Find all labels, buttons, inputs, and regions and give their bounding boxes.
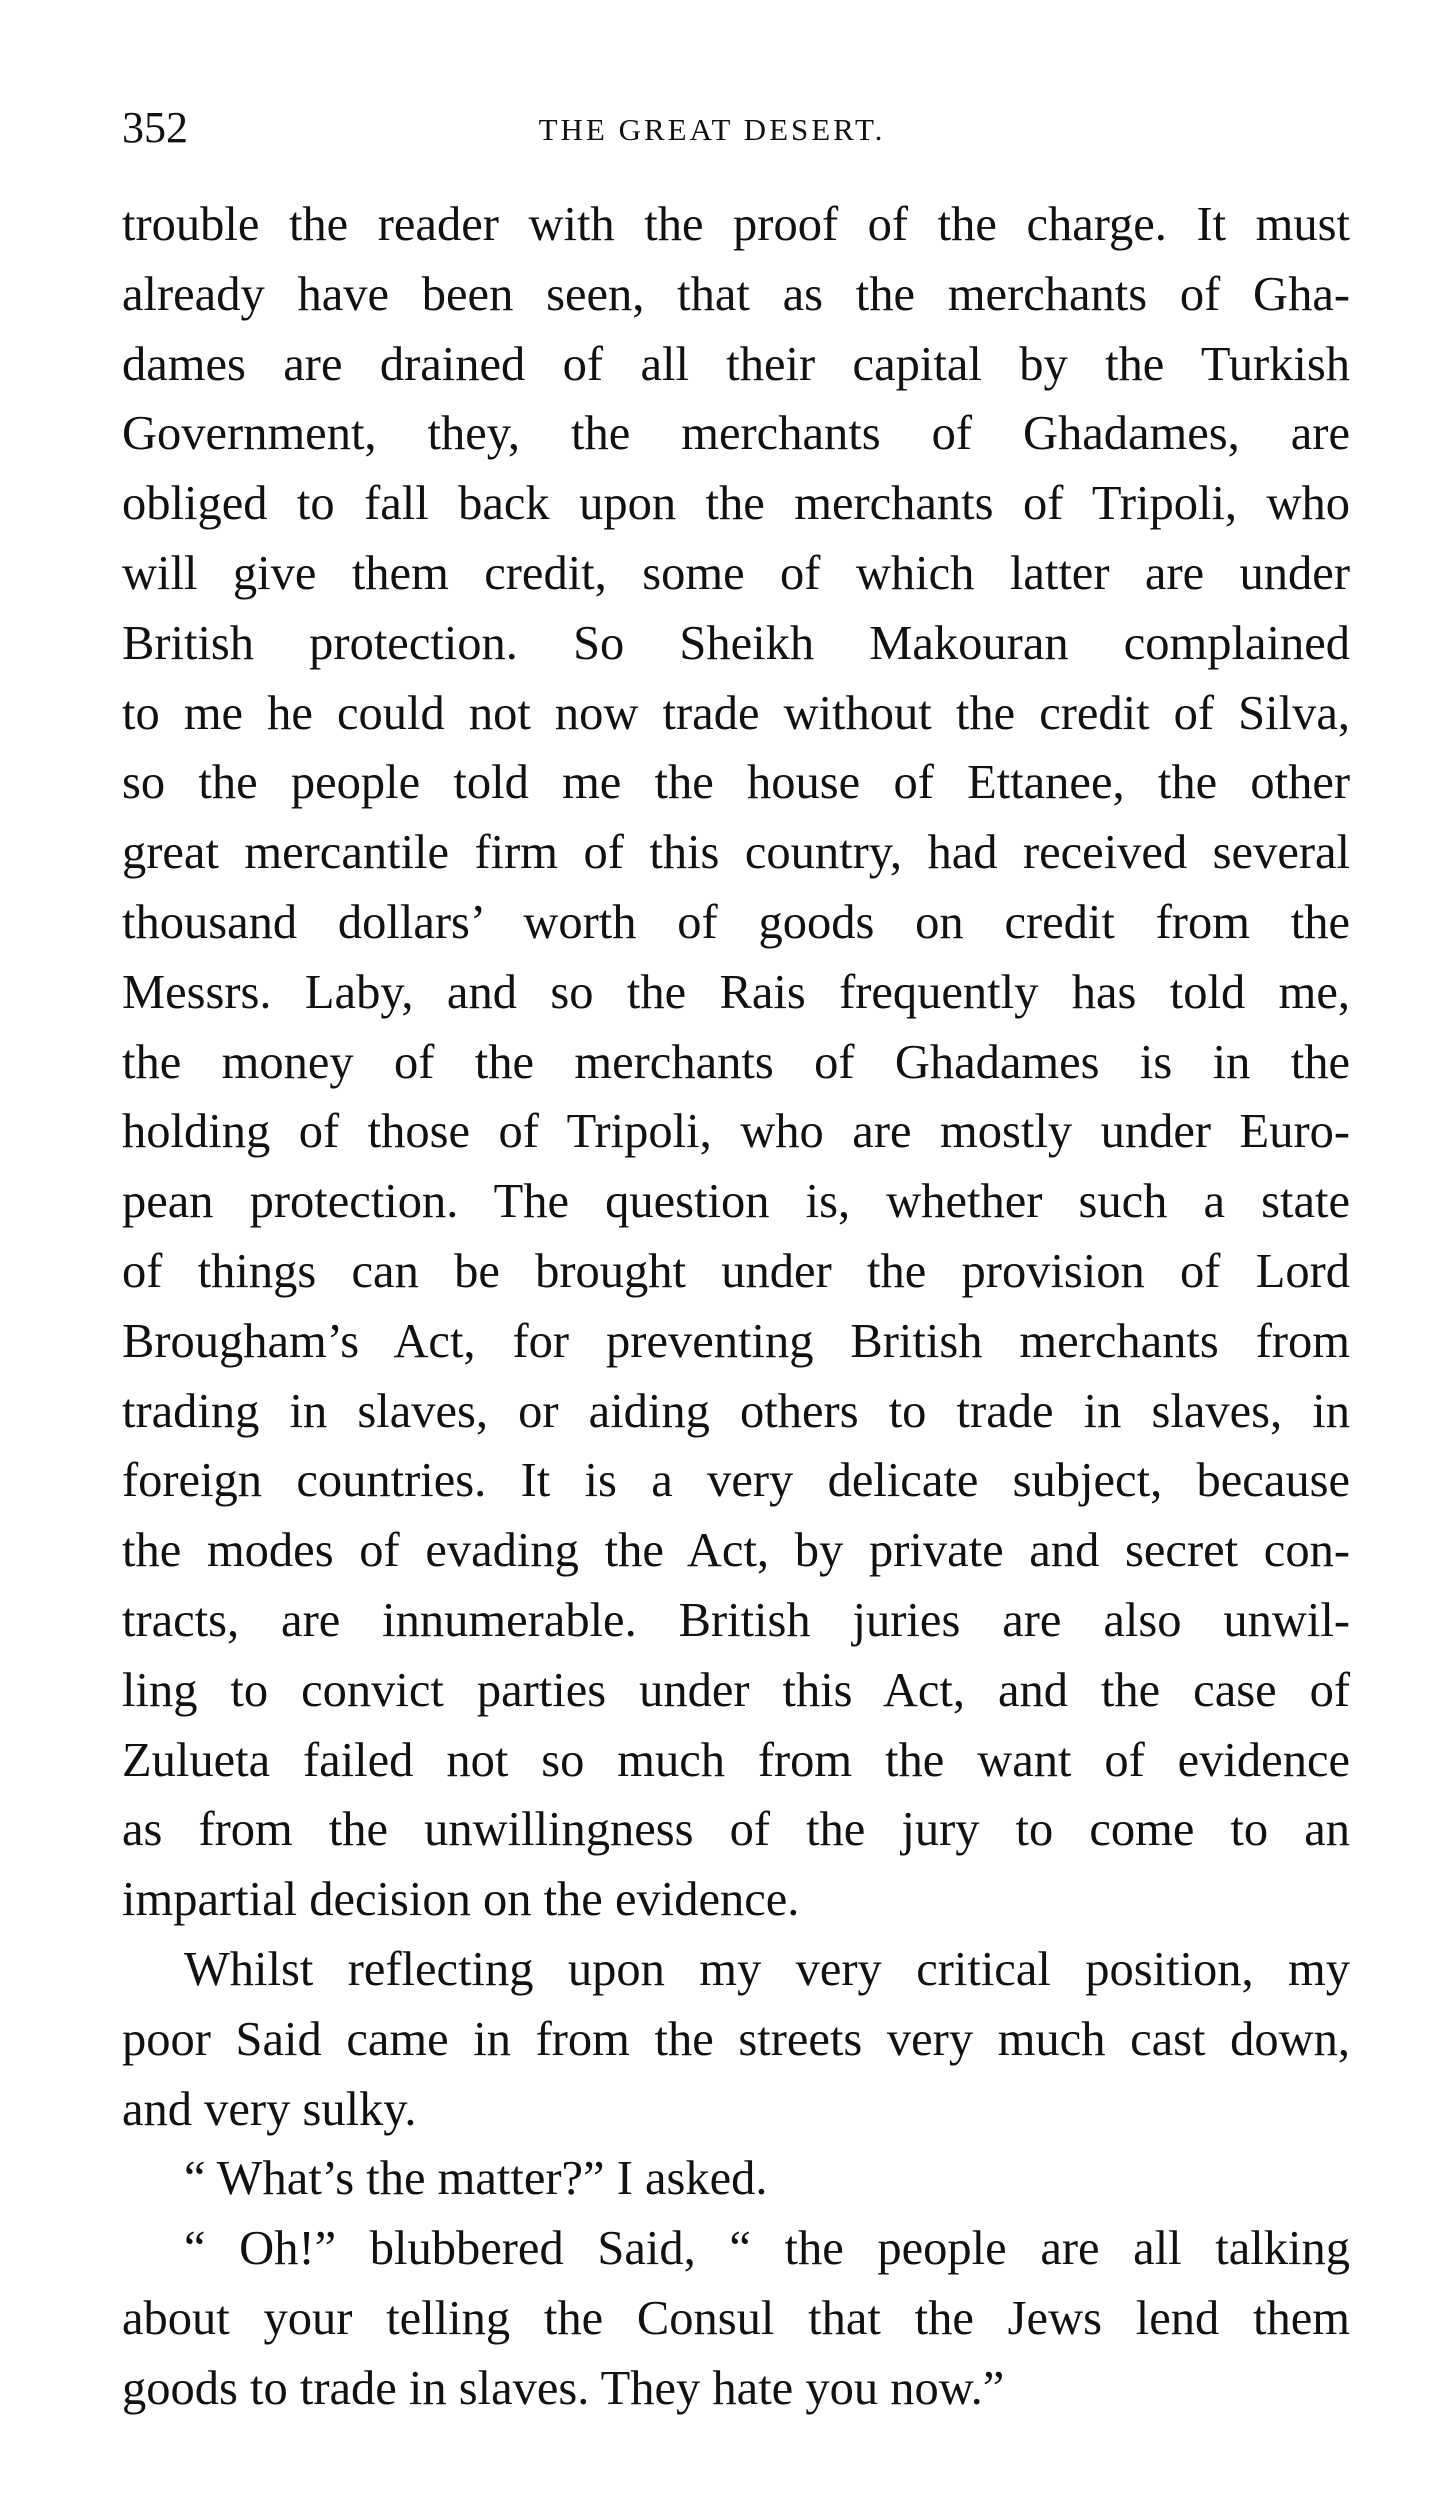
text-line: obliged to fall back upon the merchants of Tripoli, who: [122, 477, 1350, 531]
text-line: trouble the reader with the proof of the charge. It must: [122, 198, 1350, 251]
running-title: THE GREAT DESERT.: [538, 112, 886, 147]
body-text: [122, 190, 1350, 2424]
page-number: 352: [122, 103, 188, 152]
text-line: Messrs. Laby, and so the Rais frequently has told me,: [122, 965, 1350, 1019]
text-line: and very sulky.: [122, 2082, 417, 2136]
text-line: so the people told me the house of Ettanee, the other: [122, 756, 1350, 810]
text-line: great mercantile firm of this country, had received several: [122, 826, 1350, 880]
text-line: trading in slaves, or aiding others to trade in slaves, in: [122, 1384, 1350, 1438]
paragraph: [122, 1935, 1350, 2144]
paragraph: [122, 190, 1350, 1935]
page-header: [122, 98, 1352, 158]
text-line: goods to trade in slaves. They hate you now.”: [122, 2361, 1005, 2415]
text-line: will give them credit, some of which latter are under: [122, 546, 1350, 600]
text-line: to me he could not now trade without the credit of Silva,: [122, 686, 1350, 740]
text-line: dames are drained of all their capital by the Turkish: [122, 337, 1350, 391]
text-line: the money of the merchants of Ghadames is in the: [122, 1035, 1350, 1089]
text-line: foreign countries. It is a very delicate subject, because: [122, 1454, 1350, 1508]
text-line: “ What’s the matter?” I asked.: [184, 2152, 768, 2206]
text-line: impartial decision on the evidence.: [122, 1873, 800, 1927]
text-line: of things can be brought under the provision of Lord: [122, 1244, 1350, 1298]
text-line: British protection. So Sheikh Makouran complained: [122, 616, 1350, 670]
text-line: holding of those of Tripoli, who are mostly under Euro-: [122, 1105, 1350, 1159]
text-line: as from the unwillingness of the jury to come to an: [122, 1803, 1350, 1857]
text-line: Whilst reflecting upon my very critical position, my: [184, 1942, 1350, 1996]
text-line: poor Said came in from the streets very much cast down,: [122, 2012, 1350, 2066]
text-line: about your telling the Consul that the Jews lend them: [122, 2291, 1350, 2345]
text-line: the modes of evading the Act, by private and secret con-: [122, 1524, 1350, 1578]
text-line: already have been seen, that as the merchants of Gha-: [122, 267, 1350, 321]
text-line: Zulueta failed not so much from the want of evidence: [122, 1733, 1350, 1787]
text-line: Brougham’s Act, for preventing British merchants from: [122, 1314, 1350, 1368]
text-line: thousand dollars’ worth of goods on credit from the: [122, 895, 1350, 949]
paragraph: [122, 2214, 1350, 2423]
text-line: ling to convict parties under this Act, and the case of: [122, 1663, 1350, 1717]
text-line: tracts, are innumerable. British juries are also unwil-: [122, 1593, 1350, 1647]
text-line: Government, they, the merchants of Ghadames, are: [122, 407, 1350, 461]
paragraph: [122, 2144, 1350, 2214]
text-line: “ Oh!” blubbered Said, “ the people are all talking: [184, 2222, 1350, 2276]
text-line: pean protection. The question is, whether such a state: [122, 1175, 1350, 1229]
